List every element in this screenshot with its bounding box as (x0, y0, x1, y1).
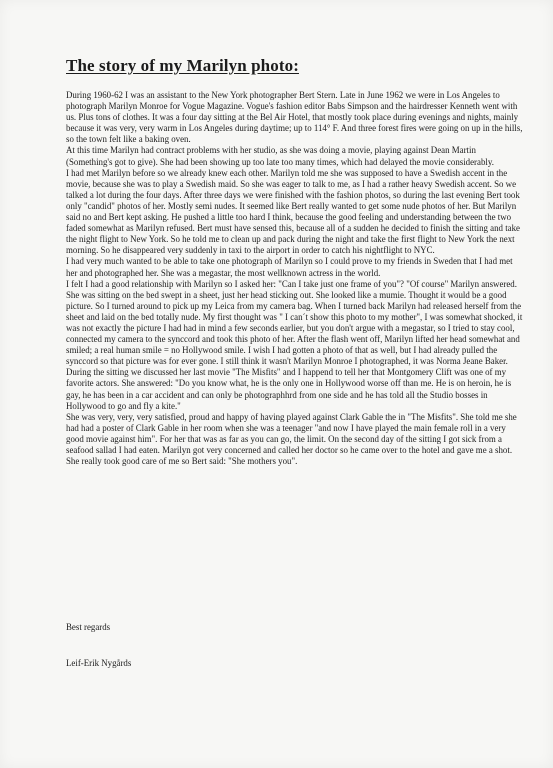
paragraph-4: I had very much wanted to be able to take one photograph of Marilyn so I could prove to my friends in Sweden that I had met her and photographed her. She was a megastar, the most wellknown actress in the world. (66, 256, 513, 278)
paragraph-2: At this time Marilyn had contract problems with her studio, as she was doing a movie, playing against Dean Martin (Something's got to give). She had been showing up too late too many times, which had delayed the movie considerably. (66, 145, 494, 167)
paragraph-6: During the sitting we discussed her last movie "The Misfits" and I happend to tell her that Montgomery Clift was one of my favorite actors. She answered: "Do you know what, he is the only one in Hollywood worse off than me. He is on heroin, he is gay, he has been in a car accident and can only be photographhrd from one side and he has told all the Studio bosses in Hollywood to go and fly a kite." (66, 367, 512, 411)
paragraph-7: She was very, very, very satisfied, proud and happy of having played against Clark Gable the in "The Misfits". She told me she had had a poster of Clark Gable in her room when she was a teenager "and now I have played the main female roll in a very good movie against him". For her that was as far as you can go, the limit. On the second day of the sitting I got sick from a seafood sallad I had eaten. Marilyn got very concerned and called her doctor so he came over to the hotel and gave me a shot. She really took good care of me so Bert said: "She mothers you". (66, 411, 517, 467)
paragraph-1: During 1960-62 I was an assistant to the New York photographer Bert Stern. Late in June 1962 we were in Los Angeles to photograph Marilyn Monroe for Vogue Magazine. Vogue's fashion editor Babs Simpson and the hairdresser Kenneth went with us. Plus tons of clothes. It was a four day sitting at the Bel Air Hotel, that mostly took place during evenings and nights, mainly because it was very, very warm in Los Angeles during daytime; up to 114° F. And three forest fires were going on up in the hills, so the town felt like a baking oven. (66, 90, 523, 145)
document-title: The story of my Marilyn photo: (66, 56, 299, 75)
signature-name: Leif-Erik Nygårds (66, 658, 132, 668)
paragraph-5: I felt I had a good relationship with Marilyn so I asked her: "Can I take just one frame of you"? "Of course" Marilyn answered. She was sitting on the bed swept in a sheet, just her head sticking out. She looked like a mumie. Thought it would be a good picture. So I turned around to pick up my Leica from my camera bag. When I turned back Marilyn had released herself from the sheet and laid on the bed totally nude. My first thought was " I can´t show this photo to my mother", I was somewhat shocked, it was not exactly the picture I had had in mind a few seconds earlier, but you don't argue with a megastar, so I tried to stay cool, connected my camera to the synccord and took this photo of her. After the flash went off, Marilyn lifted her head somewhat and smiled; a real human smile = no Hollywood smile. I wish I had gotten a photo of that as well, but I had already pulled the synccord so that picture was for ever gone. I still think it wasn't Marilyn Monroe I photographed, it was Norma Jeane Baker. (66, 278, 523, 367)
closing-line: Best regards (66, 622, 111, 632)
paragraph-3: I had met Marilyn before so we already knew each other. Marilyn told me she was supposed to have a Swedish accent in the movie, because she was to play a Swedish maid. So she was eager to talk to me, as I had a rather heavy Swedish accent. So we talked a lot during the four days. After three days we were finished with the fashion photos, so during the last evening Bert took only "candid" photos of her. Mostly semi nudes. It seemed like Bert really wanted to get some nude photos of her. But Marilyn said no and Bert kept asking. He pushed a little too hard I think, because the good feeling and understanding between the two faded somewhat as Marilyn refused. Bert must have sensed this, because all of a sudden he decided to finish the sitting and take the night flight to New York. So he told me to clean up and pack during the night and take the first flight to New York the next morning. So he disappeared very suddenly in taxi to the airport in order to catch his nightflight to NYC. (66, 167, 520, 256)
letter-body (66, 90, 524, 467)
